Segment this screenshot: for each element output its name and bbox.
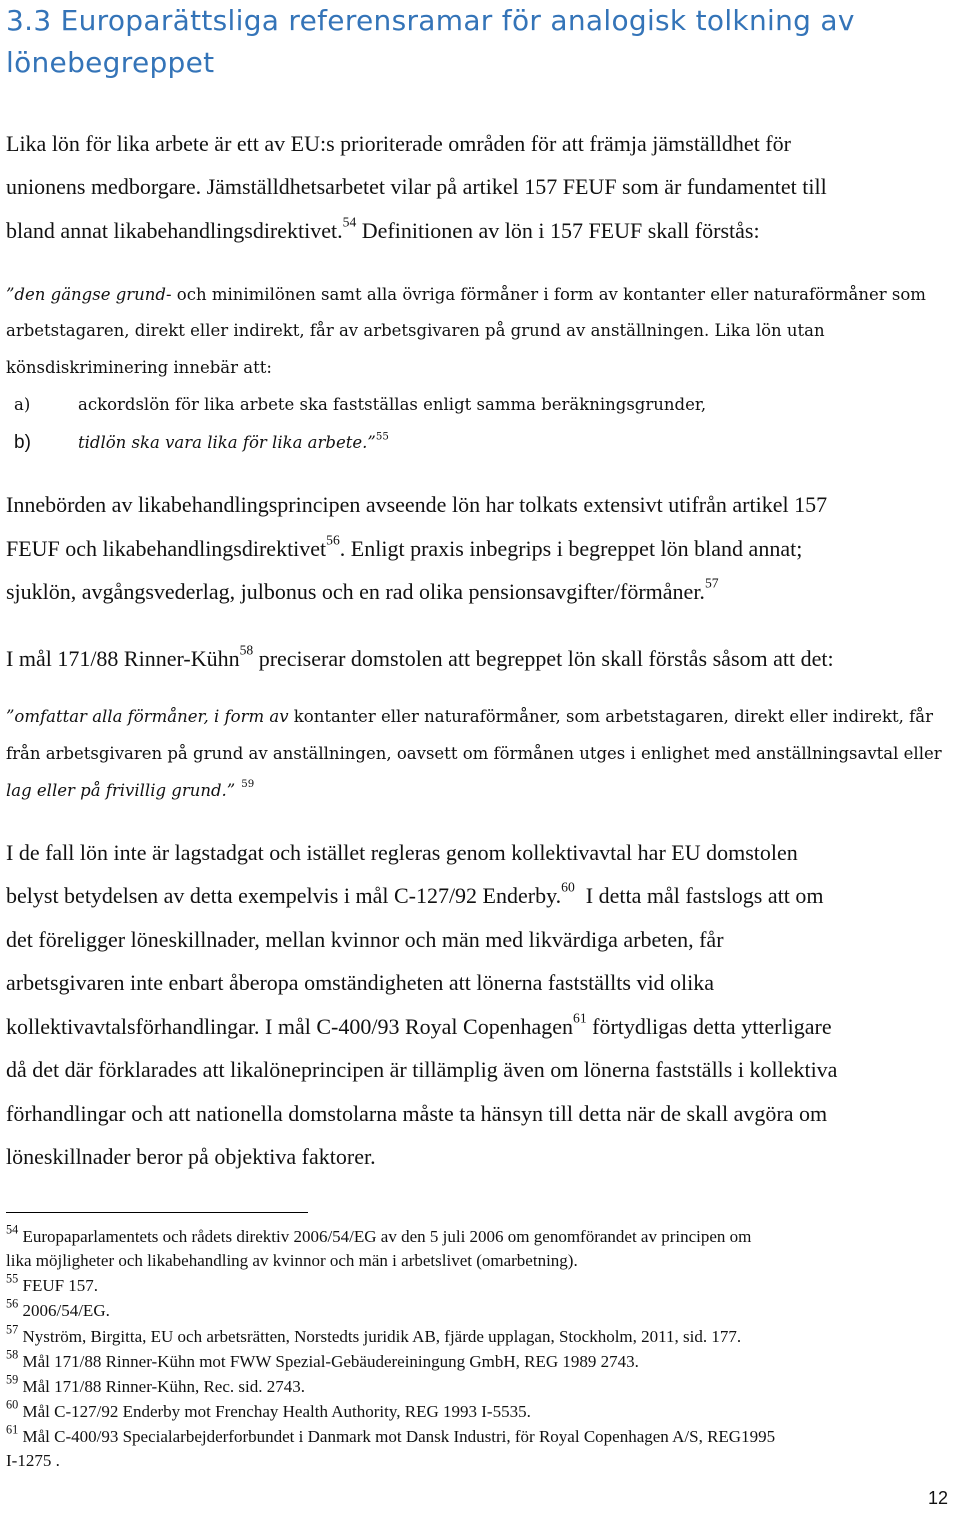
footnote-57: $^{57}$ Nyström, Birgitta, EU och arbetsrätten, Norstedts juridik AB, fjärde upplagan, Stockholm, 2011, sid. 177. (6, 1322, 742, 1346)
footnote-56: $^{56}$ 2006/54/EG. (6, 1296, 110, 1320)
para4-line7: förhandlingar och att nationella domstolarna måste ta hänsyn till detta när de skall avgöra om (6, 1101, 828, 1126)
quote1-item-b: b) tidlön ska vara lika för lika arbete.”$^{55}$ (14, 431, 389, 453)
footnote-60: $^{60}$ Mål C-127/92 Enderby mot Frenchay Health Authority, REG 1993 I-5535. (6, 1397, 531, 1421)
footnote-ref-61[interactable]: 61 (573, 1010, 587, 1026)
para4-line5: kollektivavtalsförhandlingar. I mål C-400/93 Royal Copenhagen$^{61}$ förtydligas detta ytterligare (6, 1010, 832, 1039)
section-heading: 3.3 Europarättsliga referensramar för analogisk tolkning av lönebegreppet (6, 4, 855, 79)
para4-line8: löneskillnader beror på objektiva faktorer. (6, 1144, 376, 1169)
page-number: 12 (927, 1488, 948, 1508)
para1-line1: Lika lön för lika arbete är ett av EU:s prioriterade områden för att främja jämställdhet för (6, 131, 791, 156)
footnote-61-cont: I-1275 . (6, 1451, 60, 1470)
footnote-59: $^{59}$ Mål 171/88 Rinner-Kühn, Rec. sid. 2743. (6, 1372, 305, 1396)
footnote-separator (6, 1212, 308, 1213)
quote1-item-a: a) ackordslön för lika arbete ska fastställas enligt samma beräkningsgrunder, (14, 395, 707, 414)
para4-line6: då det där förklarades att likalöneprincipen är tillämplig även om lönerna fastställs i kollektiva (6, 1057, 838, 1082)
para4-line4: arbetsgivaren inte enbart åberopa omständigheten att lönerna fastställts vid olika (6, 970, 715, 995)
footnote-54-cont: lika möjligheter och likabehandling av kvinnor och män i arbetslivet (omarbetning). (6, 1251, 578, 1270)
footnote-58: $^{58}$ Mål 171/88 Rinner-Kühn mot FWW Spezial-Gebäudereiningung GmbH, REG 1989 2743. (6, 1347, 639, 1371)
footnote-ref-58[interactable]: 58 (239, 642, 254, 658)
footnote-ref-54[interactable]: 54 (342, 214, 357, 230)
footnote-ref-59[interactable]: 59 (241, 779, 255, 791)
para1-line2: unionens medborgare. Jämställdhetsarbetet vilar på artikel 157 FEUF som är fundamentet till (6, 174, 827, 199)
para2-line3: sjuklön, avgångsvederlag, julbonus och en rad olika pensionsavgifter/förmåner.$^{57}$ (6, 575, 719, 604)
footnote-61: $^{61}$ Mål C-400/93 Specialarbejderforbundet i Danmark mot Dansk Industri, för Royal Copenhagen A/S, REG1995 (6, 1422, 776, 1446)
quote2-line3: lag eller på frivillig grund.” $^{59}$ (6, 779, 255, 800)
quote2-line2: från arbetsgivaren på grund av anställningen, oavsett om förmånen utges i enlighet med anställningsavtal eller (6, 744, 942, 763)
footnote-ref-55[interactable]: 55 (375, 431, 389, 443)
quote1-line1: ”den gängse grund- och minimilönen samt alla övriga förmåner i form av kontanter eller naturaförmåner som (6, 285, 926, 304)
footnote-ref-60[interactable]: 60 (561, 879, 575, 895)
footnote-54: $^{54}$ Europaparlamentets och rådets direktiv 2006/54/EG av den 5 juli 2006 om genomförandet av principen om (6, 1222, 752, 1246)
para2-line2: FEUF och likabehandlingsdirektivet$^{56}$. Enligt praxis inbegrips i begreppet lön bland annat; (6, 532, 803, 561)
para1-line3: bland annat likabehandlingsdirektivet.$^{54}$ Definitionen av lön i 157 FEUF skall förstås: (6, 214, 760, 243)
para3-line1: I mål 171/88 Rinner-Kühn$^{58}$ preciserar domstolen att begreppet lön skall förstås såsom att det: (6, 642, 834, 671)
footnote-ref-56[interactable]: 56 (326, 532, 340, 548)
quote2-line1: ”omfattar alla förmåner, i form av kontanter eller naturaförmåner, som arbetstagaren, direkt eller indirekt, får (6, 707, 933, 726)
quote1-line3: könsdiskriminering innebär att: (6, 358, 272, 377)
para4-line1: I de fall lön inte är lagstadgat och istället regleras genom kollektivavtal har EU domstolen (6, 840, 798, 865)
quote1-line2: arbetstagaren, direkt eller indirekt, får av arbetsgivaren på grund av anställningen. Lika lön utan (6, 321, 825, 340)
para4-line2: belyst betydelsen av detta exempelvis i mål C-127/92 Enderby.$^{60}$ I detta mål fastslogs att om (6, 879, 824, 908)
para4-line3: det föreligger löneskillnader, mellan kvinnor och män med likvärdiga arbeten, får (6, 927, 724, 952)
footnote-ref-57[interactable]: 57 (704, 575, 719, 591)
footnote-55: $^{55}$ FEUF 157. (6, 1271, 99, 1295)
para2-line1: Innebörden av likabehandlingsprincipen avseende lön har tolkats extensivt utifrån artikel 157 (6, 492, 828, 517)
